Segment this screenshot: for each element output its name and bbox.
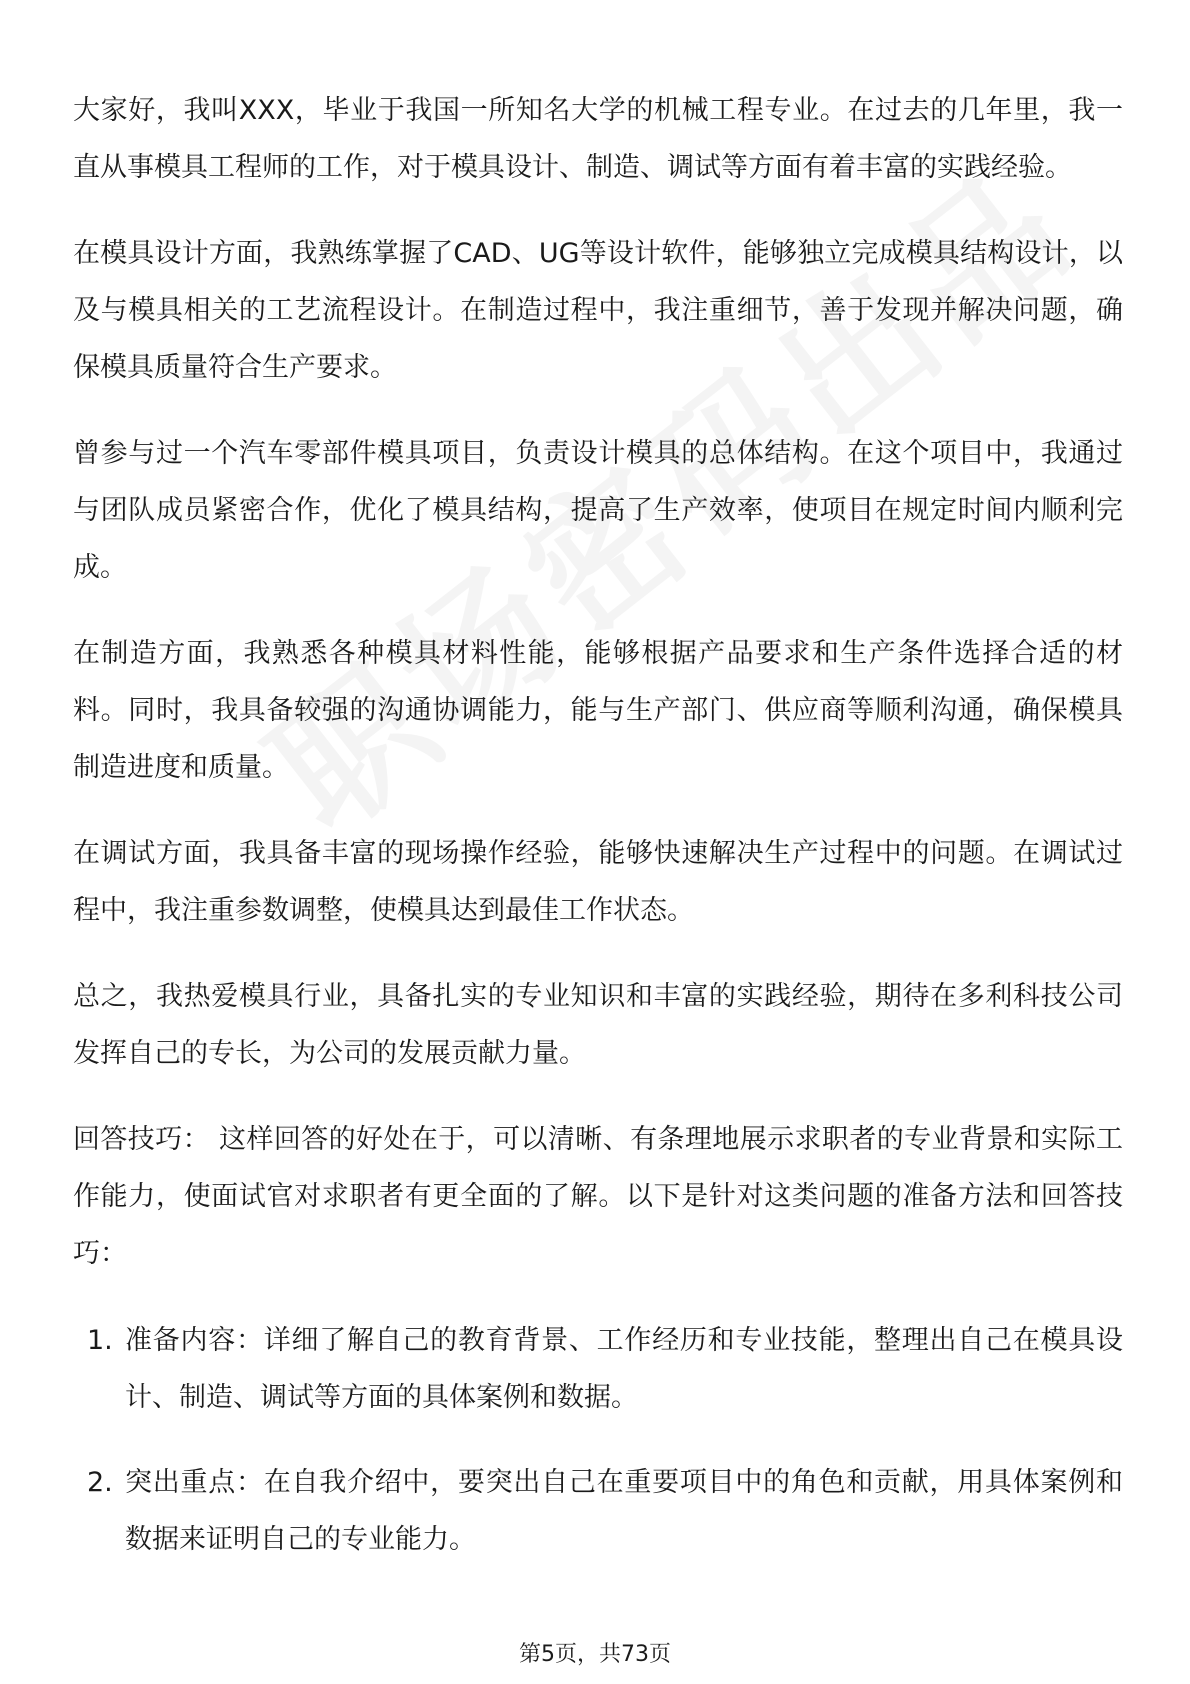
paragraph-intro: 大家好，我叫XXX，毕业于我国一所知名大学的机械工程专业。在过去的几年里，我一直从事模具工程师的工作，对于模具设计、制造、调试等方面有着丰富的实践经验。 (73, 95, 1123, 183)
paragraph-manufacturing: 在制造方面，我熟悉各种模具材料性能，能够根据产品要求和生产条件选择合适的材料。同时，我具备较强的沟通协调能力，能与生产部门、供应商等顺利沟通，确保模具制造进度和质量。 (73, 638, 1123, 783)
paragraph-debugging: 在调试方面，我具备丰富的现场操作经验，能够快速解决生产过程中的问题。在调试过程中，我注重参数调整，使模具达到最佳工作状态。 (73, 838, 1123, 926)
paragraph-tips: 回答技巧： 这样回答的好处在于，可以清晰、有条理地展示求职者的专业背景和实际工作能力，使面试官对求职者有更全面的了解。以下是针对这类问题的准备方法和回答技巧： (73, 1124, 1123, 1269)
tips-list (73, 1312, 1123, 1568)
document-body (73, 82, 1123, 1596)
list-number: 2. (87, 1467, 113, 1498)
paragraph-summary: 总之，我热爱模具行业，具备扎实的专业知识和丰富的实践经验，期待在多利科技公司发挥自己的专长，为公司的发展贡献力量。 (73, 981, 1123, 1069)
list-item (73, 1454, 1123, 1568)
paragraph-design: 在模具设计方面，我熟练掌握了CAD、UG等设计软件，能够独立完成模具结构设计，以及与模具相关的工艺流程设计。在制造过程中，我注重细节，善于发现并解决问题，确保模具质量符合生产要求。 (73, 238, 1123, 383)
list-text: 准备内容：详细了解自己的教育背景、工作经历和专业技能，整理出自己在模具设计、制造、调试等方面的具体案例和数据。 (125, 1325, 1123, 1413)
list-text: 突出重点：在自我介绍中，要突出自己在重要项目中的角色和贡献，用具体案例和数据来证明自己的专业能力。 (125, 1467, 1123, 1555)
list-number: 1. (87, 1325, 113, 1356)
list-item (73, 1312, 1123, 1426)
page-footer: 第5页，共73页 (519, 1642, 671, 1667)
paragraph-project: 曾参与过一个汽车零部件模具项目，负责设计模具的总体结构。在这个项目中，我通过与团队成员紧密合作，优化了模具结构，提高了生产效率，使项目在规定时间内顺利完成。 (73, 438, 1123, 583)
